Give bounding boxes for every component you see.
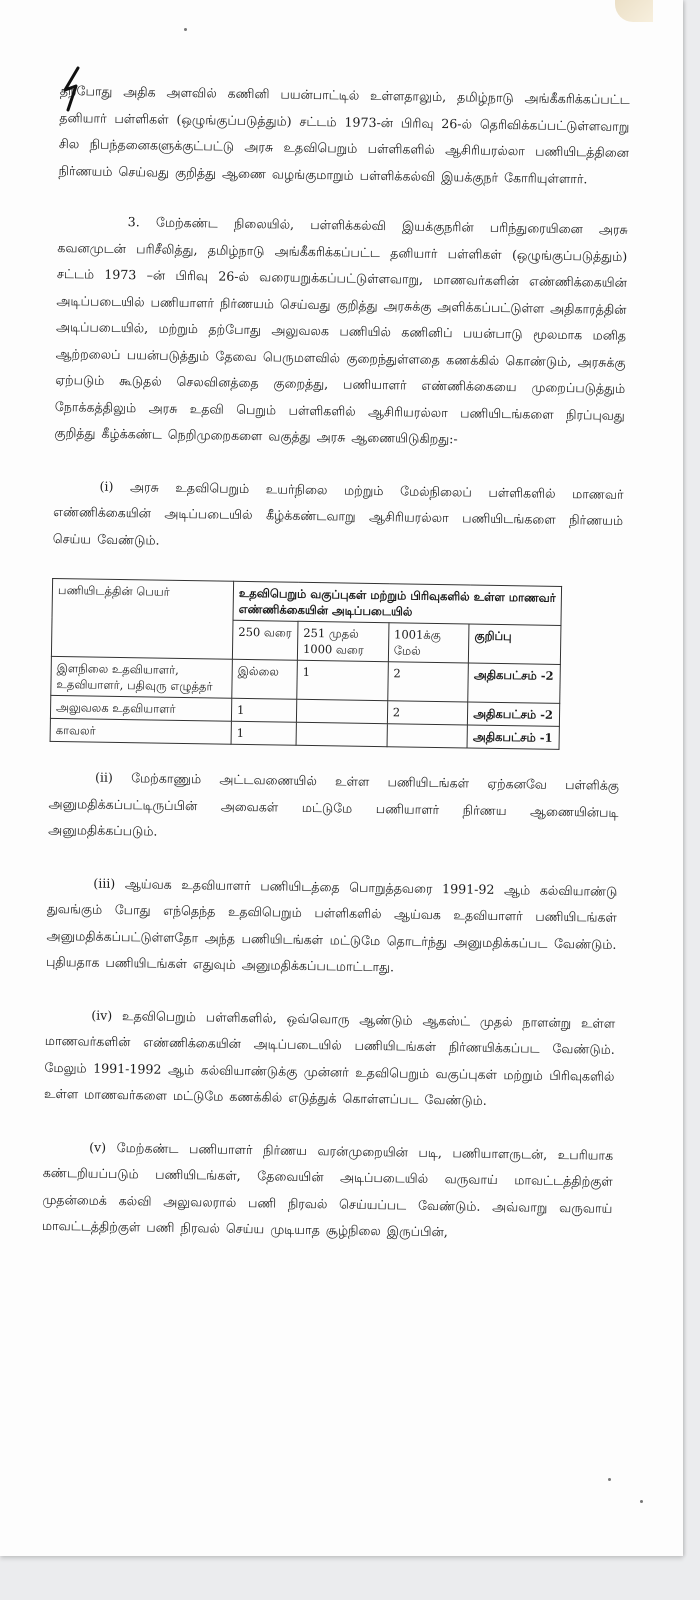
table-subheader-250: 250 வரை — [232, 620, 298, 660]
table-cell-note: அதிகபட்சம் -2 — [468, 702, 560, 726]
table-cell-value: 1 — [231, 721, 296, 745]
table-cell-post: காவலர் — [50, 718, 231, 744]
table-cell-value: 2 — [388, 662, 469, 702]
table-subheader-1001: 1001க்கு மேல் — [388, 623, 469, 663]
paragraph-3: 3. மேற்கண்ட நிலையில், பள்ளிக்கல்வி இயக்குநரின் பரிந்துரையினை அரசு கவனமுடன் பரிசீலித்து, தமிழ்நாடு அங்கீகரிக்கப்பட்ட தனியார் பள்ளிகள் (ஒழுங்குப்படுத்தும்) சட்டம் 1973 –ன் பிரிவு 26-ல் வரையறுக்கப்பட்டுள்ளவாறு, மாணவர்களின் எண்ணிக்கையின் அடிப்படையில் பணியாளர் நிர்ணயம் செய்வது குறித்து அரசுக்கு அளிக்கப்பட்டுள்ள அதிகாரத்தின் அடிப்படையில், மற்றும் தற்போது அலுவலக பணியில் கணினிப் பயன்பாடு மூலமாக மனித ஆற்றலைப் பயன்படுத்தும் தேவை பெருமளவில் குறைந்துள்ளதை கணக்கில் கொண்டும், அரசுக்கு ஏற்படும் கூடுதல் செலவினத்தை குறைத்து, பணியாளர் எண்ணிக்கையை முறைப்படுத்தும் நோக்கத்திலும் அரசு உதவி பெறும் பள்ளிகளில் ஆசிரியரல்லா பணியிடங்களை நிரப்புவது குறித்து கீழ்க்கண்ட நெறிமுறைகளை வகுத்து அரசு ஆணையிடுகிறது:- — [54, 214, 628, 447]
paragraph-i: (i) அரசு உதவிபெறும் உயர்நிலை மற்றும் மேல்நிலைப் பள்ளிகளில் மாணவர் எண்ணிக்கையின் அடிப்படையில் கீழ்க்கண்டவாறு ஆசிரியரல்லா பணியிடங்களை நிர்ணயம் செய்ய வேண்டும். — [52, 478, 624, 548]
table-cell-value — [387, 724, 468, 748]
table-cell-value: இல்லை — [232, 659, 298, 699]
table-cell-value: 1 — [297, 660, 388, 700]
table-cell-value — [296, 722, 387, 746]
table-subheader-note: குறிப்பு — [469, 624, 561, 664]
speck — [608, 1478, 611, 1481]
table-cell-post: அலுவலக உதவியாளர் — [50, 695, 231, 721]
table-cell-value — [296, 699, 387, 723]
document-body — [41, 78, 630, 1274]
speck — [184, 28, 187, 31]
table-cell-post: இளநிலை உதவியாளர், உதவியாளர், பதிவுரு எழுத்தர் — [51, 656, 233, 698]
table-header-post-name: பணியிடத்தின் பெயர் — [51, 578, 233, 659]
table-header-group: உதவிபெறும் வகுப்புகள் மற்றும் பிரிவுகளில் உள்ள மாணவர் எண்ணிக்கையின் அடிப்படையில் — [233, 581, 562, 625]
speck — [640, 1500, 643, 1503]
table-cell-note: அதிகபட்சம் -2 — [468, 663, 560, 703]
paragraph-ii: (ii) மேற்காணும் அட்டவணையில் உள்ள பணியிடங்கள் ஏற்கனவே பள்ளிக்கு அனுமதிக்கப்பட்டிருப்பின் அவைகள் மட்டுமே பணியாளர் நிர்ணய ஆணையின்படி அனுமதிக்கப்படும். — [48, 769, 620, 839]
paragraph-iv: (iv) உதவிபெறும் பள்ளிகளில், ஒவ்வொரு ஆண்டும் ஆகஸ்ட் முதல் நாளன்று உள்ள மாணவர்களின் எண்ணிக்கையின் அடிப்படையில் பணியிடங்கள் நிர்ணயிக்கப்பட வேண்டும். மேலும் 1991-1992 ஆம் கல்வியாண்டுக்கு முன்னர் உதவிபெறும் வகுப்புகள் மற்றும் பிரிவுகளில் உள்ள மாணவர்களை மட்டுமே கணக்கில் எடுத்துக் கொள்ளப்பட வேண்டும். — [43, 1007, 616, 1108]
table-cell-note: அதிகபட்சம் -1 — [467, 725, 559, 749]
paper-corner-mark — [615, 0, 653, 22]
table-cell-value: 2 — [387, 701, 468, 725]
paragraph-iii: (iii) ஆய்வக உதவியாளர் பணியிடத்தை பொறுத்தவரை 1991-92 ஆம் கல்வியாண்டு துவங்கும் போது எந்தெந்த உதவிபெறும் பள்ளிகளில் ஆய்வக உதவியாளர் பணியிடங்கள் அனுமதிக்கப்பட்டுள்ளதோ அந்த பணியிடங்கள் மட்டுமே தொடர்ந்து அனுமதிக்கப்பட வேண்டும். புதியதாக பணியிடங்கள் எதுவும் அனுமதிக்கப்படமாட்டாது. — [46, 875, 618, 975]
table-subheader-251-1000: 251 முதல் 1000 வரை — [297, 621, 388, 661]
table-cell-value: 1 — [231, 698, 296, 722]
paragraph-intro: தற்போது அதிக அளவில் கணினி பயன்பாட்டில் உள்ளதாலும், தமிழ்நாடு அங்கீகரிக்கப்பட்ட தனியார் பள்ளிகள் (ஒழுங்குப்படுத்தும்) சட்டம் 1973-ன் பிரிவு 26-ல் தெரிவிக்கப்பட்டுள்ளவாறு சில நிபந்தனைகளுக்குட்பட்டு அரசு உதவிபெறும் பள்ளிகளில் ஆசிரியரல்லா பணியிடத்தினை நிர்ணயம் செய்வது குறித்து ஆணை வழங்குமாறும் பள்ளிக்கல்வி இயக்குநர் கோரியுள்ளார். — [58, 82, 630, 186]
staff-allocation-table — [50, 578, 563, 750]
paragraph-v: (v) மேற்கண்ட பணியாளர் நிர்ணய வரன்முறையின் படி, பணியாளருடன், உபரியாக கண்டறியப்படும் பணியிடங்கள், தேவையின் அடிப்படையில் வருவாய் மாவட்டத்திற்குள் முதன்மைக் கல்வி அலுவலரால் பணி நிரவல் செய்யப்பட வேண்டும். அவ்வாறு வருவாய் மாவட்டத்திற்குள் பணி நிரவல் செய்ய முடியாத சூழ்நிலை இருப்பின், — [41, 1139, 614, 1240]
